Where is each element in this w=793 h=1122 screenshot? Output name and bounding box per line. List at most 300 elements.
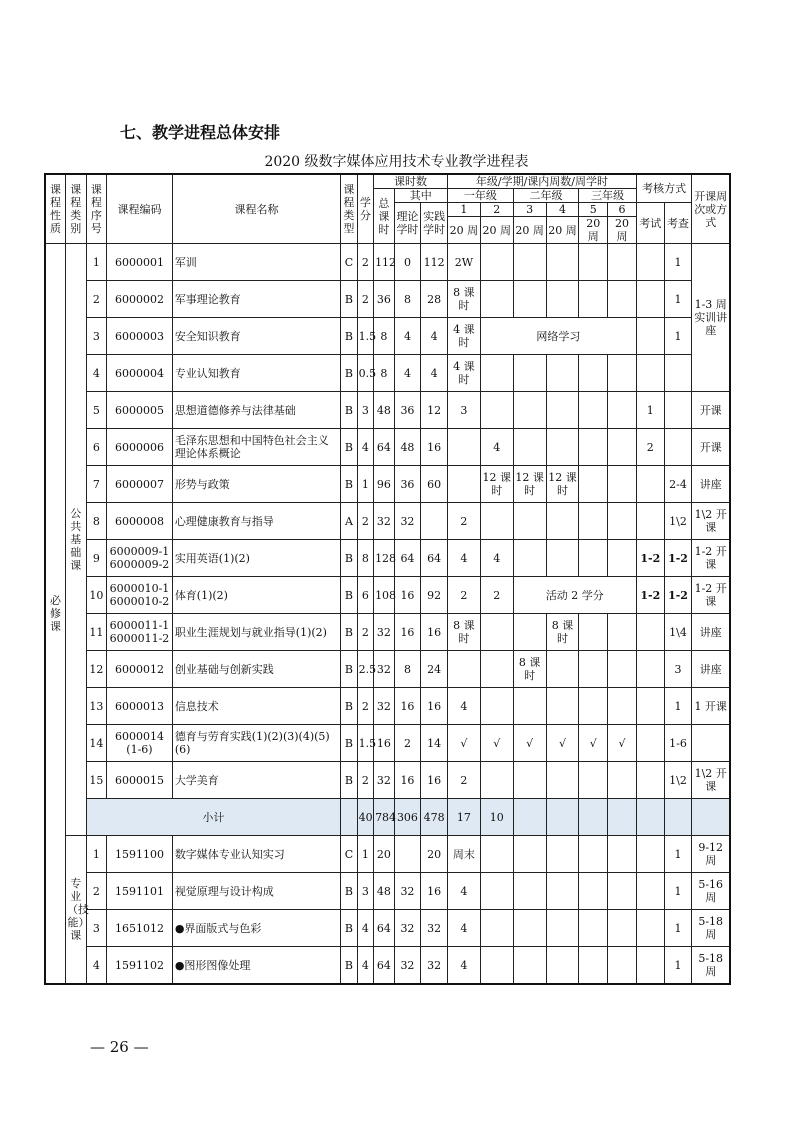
row-exam	[636, 836, 664, 873]
header-seq: 课程序号	[86, 174, 107, 244]
row-credit: 2	[357, 614, 373, 651]
row-type: B	[341, 614, 357, 651]
row-sem-2	[480, 355, 513, 392]
row-open: 讲座	[692, 466, 730, 503]
row-name: ●图形图像处理	[172, 947, 340, 985]
row-exam	[636, 244, 664, 281]
row-code: 6000015	[107, 762, 173, 799]
row-type: B	[341, 577, 357, 614]
subtotal-sem-6	[608, 799, 637, 836]
row-exam	[636, 318, 664, 355]
header-exam: 考试	[636, 203, 664, 244]
row-code: 1591100	[107, 836, 173, 873]
row-sem-1: 2	[447, 762, 480, 799]
row-total: 32	[374, 614, 395, 651]
subtotal-sem-1: 17	[447, 799, 480, 836]
subtotal-sem-2: 10	[480, 799, 513, 836]
row-check: 1	[664, 873, 692, 910]
row-credit: 1.5	[357, 318, 373, 355]
row-seq: 7	[86, 466, 107, 503]
row-sem-3	[513, 614, 546, 651]
row-code: 6000004	[107, 355, 173, 392]
row-practice: 16	[421, 688, 448, 725]
row-sem-2	[480, 762, 513, 799]
row-check: 1\2	[664, 762, 692, 799]
row-sem-4	[546, 355, 579, 392]
header-sem-5: 5	[579, 203, 608, 217]
row-name: 德育与劳育实践(1)(2)(3)(4)(5)(6)	[172, 725, 340, 762]
row-practice: 112	[421, 244, 448, 281]
row-practice: 16	[421, 873, 448, 910]
row-type: B	[341, 540, 357, 577]
row-theory: 16	[394, 688, 421, 725]
header-weeks-2: 20 周	[480, 217, 513, 244]
row-open: 1 开课	[692, 688, 730, 725]
row-name: 思想道德修养与法律基础	[172, 392, 340, 429]
row-credit: 6	[357, 577, 373, 614]
row-seq: 5	[86, 392, 107, 429]
row-code: 6000013	[107, 688, 173, 725]
row-seq: 4	[86, 947, 107, 985]
row-open-merged: 1-3 周实训讲座	[692, 244, 730, 392]
row-seq: 3	[86, 318, 107, 355]
row-check: 1\4	[664, 614, 692, 651]
row-exam	[636, 873, 664, 910]
row-type: B	[341, 318, 357, 355]
row-sem-1: 2	[447, 577, 480, 614]
row-sem-6	[608, 947, 637, 985]
table-row	[45, 540, 730, 577]
row-sem-3	[513, 355, 546, 392]
row-sem-4	[546, 762, 579, 799]
row-sem-3	[513, 873, 546, 910]
row-practice	[421, 503, 448, 540]
row-credit: 4	[357, 947, 373, 985]
header-year2: 二年级	[513, 189, 579, 203]
row-sem-1: 4 课时	[447, 318, 480, 355]
row-theory: 36	[394, 392, 421, 429]
row-seq: 1	[86, 836, 107, 873]
header-opening: 开课周次或方式	[692, 174, 730, 244]
table-row	[45, 392, 730, 429]
row-sem-6	[608, 688, 637, 725]
header-credit: 学分	[357, 174, 373, 244]
row-open: 5-16 周	[692, 873, 730, 910]
row-sem-2	[480, 392, 513, 429]
row-check	[664, 355, 692, 392]
row-type: C	[341, 244, 357, 281]
header-weeks-4: 20 周	[546, 217, 579, 244]
row-total: 32	[374, 688, 395, 725]
row-total: 64	[374, 910, 395, 947]
row-code: 6000002	[107, 281, 173, 318]
row-sem-2: 4	[480, 540, 513, 577]
row-type: B	[341, 688, 357, 725]
row-name: 军事理论教育	[172, 281, 340, 318]
row-total: 64	[374, 947, 395, 985]
group-major: 专业（技能）课	[66, 836, 87, 985]
row-sem-span: 活动 2 学分	[513, 577, 636, 614]
header-check: 考查	[664, 203, 692, 244]
header-nature: 课程性质	[45, 174, 66, 244]
row-name: 安全知识教育	[172, 318, 340, 355]
row-code: 6000001	[107, 244, 173, 281]
row-open: 1-2 开课	[692, 577, 730, 614]
row-sem-4	[546, 429, 579, 466]
row-sem-4	[546, 688, 579, 725]
row-seq: 11	[86, 614, 107, 651]
row-open: 开课	[692, 392, 730, 429]
row-theory: 36	[394, 466, 421, 503]
row-total: 32	[374, 762, 395, 799]
row-open: 1\2 开课	[692, 762, 730, 799]
row-practice: 60	[421, 466, 448, 503]
row-sem-1: 4	[447, 947, 480, 985]
header-sem-4: 4	[546, 203, 579, 217]
row-sem-4: √	[546, 725, 579, 762]
table-row	[45, 688, 730, 725]
row-practice: 28	[421, 281, 448, 318]
row-credit: 8	[357, 540, 373, 577]
row-theory: 4	[394, 355, 421, 392]
row-theory: 4	[394, 318, 421, 355]
row-sem-6	[608, 281, 637, 318]
row-sem-1: 4	[447, 688, 480, 725]
row-practice: 4	[421, 318, 448, 355]
subtotal-check	[664, 799, 692, 836]
row-type: B	[341, 281, 357, 318]
row-exam: 1-2	[636, 540, 664, 577]
row-seq: 15	[86, 762, 107, 799]
row-sem-5	[579, 540, 608, 577]
row-sem-5	[579, 836, 608, 873]
row-check: 3	[664, 651, 692, 688]
row-exam: 1-2	[636, 577, 664, 614]
table-row	[45, 281, 730, 318]
subtotal-practice: 478	[421, 799, 448, 836]
row-sem-6	[608, 540, 637, 577]
row-open: 讲座	[692, 614, 730, 651]
row-theory: 2	[394, 725, 421, 762]
row-sem-5	[579, 762, 608, 799]
row-sem-3: √	[513, 725, 546, 762]
row-credit: 2	[357, 688, 373, 725]
row-sem-2: 12 课时	[480, 466, 513, 503]
row-credit: 2	[357, 281, 373, 318]
row-credit: 1.5	[357, 725, 373, 762]
row-sem-2: √	[480, 725, 513, 762]
row-sem-2	[480, 688, 513, 725]
row-sem-4: 12 课时	[546, 466, 579, 503]
row-code: 6000007	[107, 466, 173, 503]
row-theory: 16	[394, 762, 421, 799]
row-sem-4	[546, 281, 579, 318]
table-row	[45, 836, 730, 873]
row-name: 形势与政策	[172, 466, 340, 503]
row-sem-2	[480, 614, 513, 651]
header-sem-1: 1	[447, 203, 480, 217]
row-exam	[636, 281, 664, 318]
row-seq: 14	[86, 725, 107, 762]
row-sem-6	[608, 614, 637, 651]
row-total: 48	[374, 392, 395, 429]
header-category: 课程类别	[66, 174, 87, 244]
row-practice: 20	[421, 836, 448, 873]
header-weeks-1: 20 周	[447, 217, 480, 244]
table-row	[45, 429, 730, 466]
row-seq: 4	[86, 355, 107, 392]
row-sem-4	[546, 244, 579, 281]
header-type: 课程类型	[341, 174, 357, 244]
row-theory: 48	[394, 429, 421, 466]
row-sem-5	[579, 910, 608, 947]
header-sem-6: 6	[608, 203, 637, 217]
row-sem-1: 4	[447, 540, 480, 577]
subtotal-type	[341, 799, 357, 836]
row-sem-5	[579, 651, 608, 688]
row-type: B	[341, 392, 357, 429]
row-open: 9-12 周	[692, 836, 730, 873]
row-sem-1	[447, 466, 480, 503]
row-sem-1	[447, 651, 480, 688]
row-name: 心理健康教育与指导	[172, 503, 340, 540]
row-seq: 1	[86, 244, 107, 281]
row-sem-6	[608, 651, 637, 688]
row-name: 职业生涯规划与就业指导(1)(2)	[172, 614, 340, 651]
row-total: 96	[374, 466, 395, 503]
row-credit: 1	[357, 836, 373, 873]
row-sem-6	[608, 392, 637, 429]
row-check: 1	[664, 244, 692, 281]
row-practice: 16	[421, 429, 448, 466]
row-theory: 64	[394, 540, 421, 577]
row-theory: 16	[394, 577, 421, 614]
row-name: 数字媒体专业认知实习	[172, 836, 340, 873]
row-sem-2	[480, 910, 513, 947]
row-sem-1: 2W	[447, 244, 480, 281]
row-sem-1: 3	[447, 392, 480, 429]
row-type: B	[341, 910, 357, 947]
row-seq: 6	[86, 429, 107, 466]
row-sem-1: 4	[447, 873, 480, 910]
row-check: 1-6	[664, 725, 692, 762]
group-required: 必修课	[45, 244, 66, 985]
subtotal-total: 784	[374, 799, 395, 836]
row-sem-6	[608, 762, 637, 799]
row-practice: 16	[421, 762, 448, 799]
header-sem-2: 2	[480, 203, 513, 217]
page-number: — 26 —	[90, 1038, 149, 1056]
row-sem-5	[579, 429, 608, 466]
table-row	[45, 651, 730, 688]
row-sem-3	[513, 392, 546, 429]
table-row	[45, 244, 730, 281]
row-theory: 16	[394, 614, 421, 651]
subtotal-row	[45, 799, 730, 836]
row-sem-3	[513, 281, 546, 318]
row-theory: 8	[394, 651, 421, 688]
row-sem-5	[579, 614, 608, 651]
row-sem-3: 12 课时	[513, 466, 546, 503]
row-sem-4	[546, 947, 579, 985]
row-name: 军训	[172, 244, 340, 281]
row-exam	[636, 503, 664, 540]
row-credit: 4	[357, 910, 373, 947]
row-practice: 32	[421, 947, 448, 985]
row-sem-1: 4	[447, 910, 480, 947]
row-sem-2	[480, 281, 513, 318]
row-open: 5-18 周	[692, 947, 730, 985]
table-row	[45, 725, 730, 762]
row-credit: 3	[357, 392, 373, 429]
row-exam	[636, 651, 664, 688]
header-year1: 一年级	[447, 189, 513, 203]
row-sem-6: √	[608, 725, 637, 762]
row-seq: 9	[86, 540, 107, 577]
row-seq: 8	[86, 503, 107, 540]
row-open: 5-18 周	[692, 910, 730, 947]
table-row	[45, 318, 730, 355]
row-sem-5	[579, 466, 608, 503]
row-sem-3	[513, 688, 546, 725]
row-code: 6000006	[107, 429, 173, 466]
row-sem-1	[447, 429, 480, 466]
row-sem-6	[608, 873, 637, 910]
row-check: 1\2	[664, 503, 692, 540]
row-code: 1651012	[107, 910, 173, 947]
row-check: 1	[664, 947, 692, 985]
row-open	[692, 725, 730, 762]
row-sem-4: 8 课时	[546, 614, 579, 651]
row-sem-2	[480, 651, 513, 688]
row-total: 8	[374, 355, 395, 392]
row-sem-1: 8 课时	[447, 281, 480, 318]
row-sem-6	[608, 836, 637, 873]
row-credit: 1	[357, 466, 373, 503]
row-practice: 12	[421, 392, 448, 429]
row-exam	[636, 688, 664, 725]
row-practice: 4	[421, 355, 448, 392]
row-open: 1\2 开课	[692, 503, 730, 540]
row-sem-4	[546, 540, 579, 577]
row-sem-5	[579, 392, 608, 429]
row-open: 1-2 开课	[692, 540, 730, 577]
subtotal-sem-5	[579, 799, 608, 836]
row-name: 专业认知教育	[172, 355, 340, 392]
subtotal-credit: 40	[357, 799, 373, 836]
row-practice: 92	[421, 577, 448, 614]
row-sem-span: 网络学习	[480, 318, 636, 355]
row-sem-2: 2	[480, 577, 513, 614]
table-row	[45, 762, 730, 799]
table-row	[45, 873, 730, 910]
row-total: 32	[374, 651, 395, 688]
row-sem-6	[608, 429, 637, 466]
row-code: 6000010-1 6000010-2	[107, 577, 173, 614]
row-practice: 32	[421, 910, 448, 947]
row-total: 32	[374, 503, 395, 540]
row-exam	[636, 614, 664, 651]
row-sem-3: 8 课时	[513, 651, 546, 688]
header-practice: 实践学时	[421, 203, 448, 244]
row-sem-1: √	[447, 725, 480, 762]
row-sem-6	[608, 355, 637, 392]
subtotal-exam	[636, 799, 664, 836]
row-sem-3	[513, 429, 546, 466]
table-row	[45, 577, 730, 614]
row-seq: 3	[86, 910, 107, 947]
row-sem-4	[546, 392, 579, 429]
row-practice: 16	[421, 614, 448, 651]
table-row	[45, 355, 730, 392]
row-total: 8	[374, 318, 395, 355]
group-public: 公共基础课	[66, 244, 87, 836]
table-row	[45, 503, 730, 540]
row-sem-2: 4	[480, 429, 513, 466]
row-name: 体育(1)(2)	[172, 577, 340, 614]
row-sem-6	[608, 466, 637, 503]
header-sem-3: 3	[513, 203, 546, 217]
header-weekly: 年级/学期/课内周数/周学时	[447, 174, 636, 189]
header-among: 其中	[394, 189, 447, 203]
row-name: 毛泽东思想和中国特色社会主义理论体系概论	[172, 429, 340, 466]
row-total: 36	[374, 281, 395, 318]
row-sem-3	[513, 503, 546, 540]
row-credit: 4	[357, 429, 373, 466]
row-theory: 32	[394, 503, 421, 540]
row-sem-5	[579, 503, 608, 540]
row-sem-2	[480, 873, 513, 910]
row-sem-6	[608, 910, 637, 947]
row-type: B	[341, 762, 357, 799]
row-sem-3	[513, 947, 546, 985]
row-code: 1591101	[107, 873, 173, 910]
row-type: B	[341, 429, 357, 466]
row-sem-3	[513, 244, 546, 281]
subtotal-label: 小计	[86, 799, 341, 836]
schedule-table	[44, 173, 731, 985]
row-exam	[636, 910, 664, 947]
row-sem-3	[513, 540, 546, 577]
row-total: 48	[374, 873, 395, 910]
row-sem-5	[579, 873, 608, 910]
row-code: 1591102	[107, 947, 173, 985]
row-sem-6	[608, 244, 637, 281]
row-total: 128	[374, 540, 395, 577]
row-sem-5	[579, 355, 608, 392]
row-sem-1: 周末	[447, 836, 480, 873]
row-theory: 8	[394, 281, 421, 318]
row-sem-1: 8 课时	[447, 614, 480, 651]
header-weeks-6: 20 周	[608, 217, 637, 244]
table-title: 2020 级数字媒体应用技术专业教学进程表	[264, 154, 529, 170]
row-sem-5	[579, 947, 608, 985]
row-check: 1	[664, 836, 692, 873]
row-credit: 2	[357, 503, 373, 540]
row-code: 6000005	[107, 392, 173, 429]
row-check: 1	[664, 318, 692, 355]
row-type: B	[341, 873, 357, 910]
row-sem-4	[546, 873, 579, 910]
row-seq: 2	[86, 873, 107, 910]
row-sem-3	[513, 762, 546, 799]
header-theory: 理论学时	[394, 203, 421, 244]
row-theory: 0	[394, 244, 421, 281]
row-sem-5	[579, 688, 608, 725]
header-year3: 三年级	[579, 189, 637, 203]
row-type: B	[341, 355, 357, 392]
row-name: 大学美育	[172, 762, 340, 799]
